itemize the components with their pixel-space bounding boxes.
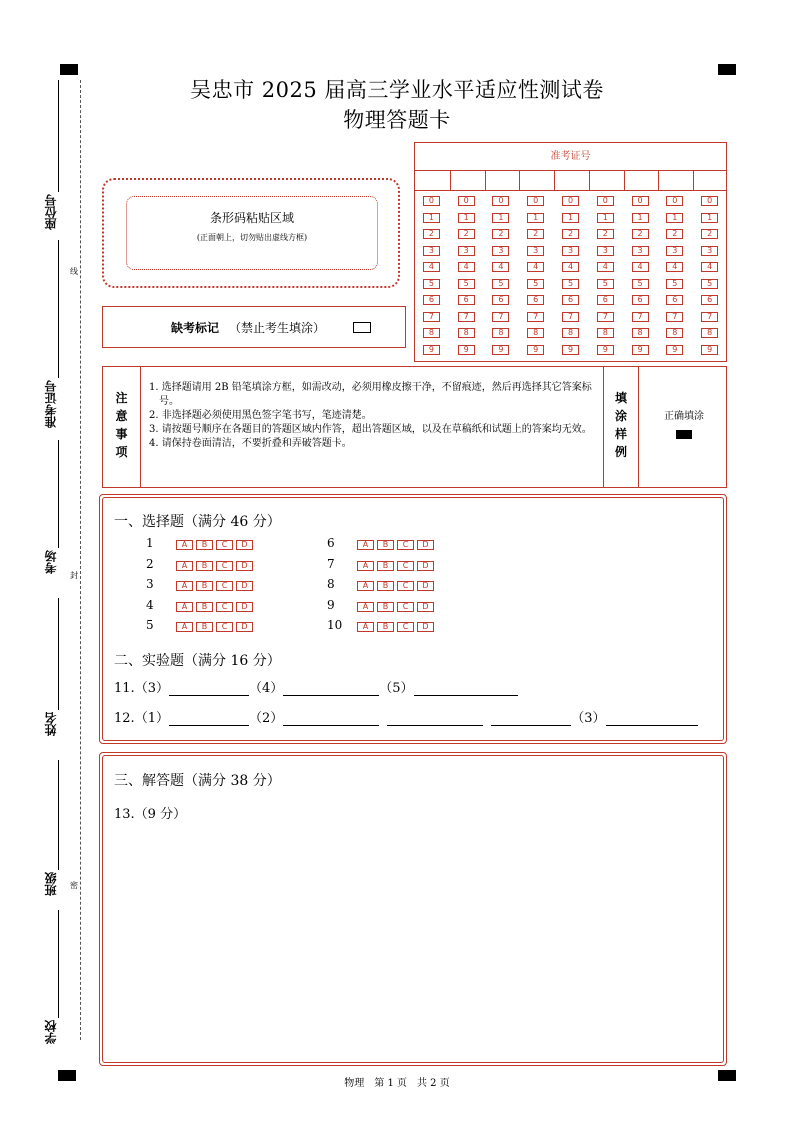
exam-id-digit-bubble[interactable]: 4 — [527, 262, 544, 272]
choice-question-number: 8 — [327, 577, 335, 591]
choice-option-bubble[interactable]: B — [196, 622, 213, 632]
exam-id-digit-bubble[interactable]: 1 — [701, 213, 718, 223]
choice-question-number: 4 — [146, 597, 154, 612]
exam-id-digit-bubble[interactable]: 7 — [423, 312, 440, 322]
exam-id-digit-bubble[interactable]: 6 — [423, 295, 440, 305]
exam-id-digit-bubble[interactable]: 0 — [562, 196, 579, 206]
q12-part-label: （2） — [248, 711, 284, 726]
correct-fill-sample — [641, 407, 727, 439]
exam-id-digit-bubble[interactable]: 9 — [701, 345, 718, 355]
sidebar-label-room: 考场 — [44, 550, 58, 574]
page-subtitle: 物理答题卡 — [343, 108, 451, 132]
sidebar-line-name — [58, 598, 59, 710]
exam-id-column — [693, 196, 727, 361]
exam-id-digit-bubble[interactable]: 9 — [632, 345, 649, 355]
exam-id-column-divider — [554, 171, 555, 191]
choice-option-bubble[interactable]: D — [417, 561, 434, 571]
choice-option-bubble[interactable]: A — [357, 622, 374, 632]
exam-id-digit-bubble[interactable]: 1 — [632, 213, 649, 223]
exam-id-digit-bubble[interactable]: 0 — [701, 196, 718, 206]
choice-question-number: 5 — [146, 618, 154, 632]
exam-id-digit-bubble[interactable]: 7 — [527, 312, 544, 322]
notice-label-cell — [103, 367, 141, 487]
exam-id-digit-bubble[interactable]: 8 — [597, 328, 614, 338]
sidebar-label-name: 姓名 — [44, 712, 58, 736]
choice-option-bubble[interactable]: C — [216, 602, 233, 612]
choice-question-row — [146, 618, 256, 632]
choice-option-bubble[interactable]: C — [216, 561, 233, 571]
exam-id-digit-bubble[interactable]: 1 — [423, 213, 440, 223]
choice-option-bubble[interactable]: A — [357, 561, 374, 571]
choice-option-bubble[interactable]: B — [196, 561, 213, 571]
choice-option-bubble[interactable]: A — [176, 581, 193, 591]
correct-fill-label: 正确填涂 — [664, 411, 704, 422]
q11-blank-3[interactable] — [169, 682, 249, 696]
q11-blank-4[interactable] — [283, 682, 379, 696]
choice-option-bubble[interactable]: C — [397, 540, 414, 550]
sidebar-line-room — [58, 440, 59, 548]
correct-fill-swatch — [676, 430, 692, 439]
choice-option-bubble[interactable]: D — [236, 622, 253, 632]
choice-option-bubble[interactable]: B — [377, 561, 394, 571]
exam-id-digit-bubble[interactable]: 0 — [666, 196, 683, 206]
exam-id-digit-bubble[interactable]: 6 — [597, 295, 614, 305]
exam-id-digit-bubble[interactable]: 1 — [458, 213, 475, 223]
q12-blank-2b[interactable] — [387, 712, 483, 726]
notice-item-4: 4. 请保持卷面清洁，不要折叠和弄破答题卡。 — [149, 438, 352, 449]
exam-id-digit-bubble[interactable]: 2 — [597, 229, 614, 239]
exam-id-digit-bubble[interactable]: 7 — [597, 312, 614, 322]
exam-id-digit-bubble[interactable]: 9 — [562, 345, 579, 355]
choice-question-row — [146, 536, 256, 550]
exam-id-digit-bubble[interactable]: 3 — [701, 246, 718, 256]
exam-id-digit-bubble[interactable]: 8 — [666, 328, 683, 338]
choice-option-bubble[interactable]: D — [417, 581, 434, 591]
exam-id-digit-bubble[interactable]: 5 — [492, 279, 509, 289]
exam-id-digit-bubble[interactable]: 6 — [527, 295, 544, 305]
binding-dashed-line — [80, 80, 81, 1040]
choice-option-bubble[interactable]: B — [377, 622, 394, 632]
exam-id-digit-bubble[interactable]: 0 — [597, 196, 614, 206]
exam-id-column — [623, 196, 657, 361]
choice-option-bubble[interactable]: D — [236, 602, 253, 612]
q13-answer-area[interactable] — [110, 826, 716, 1058]
choice-option-bubble[interactable]: A — [176, 540, 193, 550]
barcode-hint: (正面朝上，切勿贴出虚线方框) — [196, 233, 308, 242]
exam-id-digit-bubble[interactable]: 9 — [666, 345, 683, 355]
absent-mark-label: 缺考标记 — [171, 321, 220, 335]
notice-label-char: 注 — [115, 391, 128, 405]
absent-mark-box — [102, 306, 406, 348]
exam-id-digit-bubble[interactable]: 0 — [632, 196, 649, 206]
choice-question-number: 1 — [146, 536, 154, 550]
exam-id-digit-bubble[interactable]: 6 — [666, 295, 683, 305]
choice-option-bubble[interactable]: D — [236, 561, 253, 571]
exam-id-digit-bubble[interactable]: 4 — [492, 262, 509, 272]
choice-option-bubble[interactable]: C — [216, 622, 233, 632]
q11-row — [114, 677, 518, 696]
q12-blank-2a[interactable] — [283, 712, 379, 726]
exam-id-digit-bubble[interactable]: 7 — [666, 312, 683, 322]
exam-id-digit-bubble[interactable]: 2 — [423, 229, 440, 239]
notice-label-char: 意 — [115, 409, 128, 423]
choice-question-row — [327, 557, 437, 571]
barcode-area — [102, 178, 400, 288]
notice-box — [102, 366, 727, 488]
q11-num: 11. — [114, 681, 135, 696]
exam-id-digit-bubble[interactable]: 1 — [597, 213, 614, 223]
choice-question-number: 9 — [327, 597, 335, 612]
exam-id-digit-bubble[interactable]: 9 — [423, 345, 440, 355]
exam-id-digit-bubble[interactable]: 7 — [562, 312, 579, 322]
exam-id-column — [449, 196, 483, 361]
exam-id-digit-bubble[interactable]: 5 — [701, 279, 718, 289]
q12-num: 12. — [114, 711, 135, 726]
sample-label-char: 例 — [614, 445, 627, 459]
page-footer: 物理 第 1 页 共 2 页 — [344, 1078, 450, 1089]
notice-item-1: 1. 选择题请用 2B 铅笔填涂方框，如需改动，必须用橡皮擦干净，不留痕迹，然后再选择其它答案标号。 — [149, 382, 592, 407]
q12-blank-1[interactable] — [169, 712, 249, 726]
section2-title: 二、实验题（满分 16 分） — [114, 653, 281, 669]
sidebar-label-class: 班级 — [44, 872, 58, 896]
exam-id-digit-bubble[interactable]: 2 — [666, 229, 683, 239]
exam-id-digit-bubble[interactable]: 8 — [562, 328, 579, 338]
exam-id-column-divider — [519, 171, 520, 191]
q11-part-label: （4） — [248, 681, 284, 696]
choice-option-bubble[interactable]: D — [236, 581, 253, 591]
exam-id-digit-bubble[interactable]: 9 — [527, 345, 544, 355]
choice-option-bubble[interactable]: B — [377, 602, 394, 612]
sample-label-char: 样 — [614, 427, 627, 441]
exam-id-digit-bubble[interactable]: 5 — [423, 279, 440, 289]
choice-option-bubble[interactable]: C — [397, 581, 414, 591]
exam-id-digit-bubble[interactable]: 2 — [632, 229, 649, 239]
choice-option-bubble[interactable]: C — [397, 622, 414, 632]
choice-question-number: 7 — [327, 556, 335, 571]
exam-id-digit-bubble[interactable]: 7 — [701, 312, 718, 322]
exam-id-digit-bubble[interactable]: 5 — [458, 279, 475, 289]
choice-option-bubble[interactable]: A — [357, 602, 374, 612]
exam-id-digit-bubble[interactable]: 3 — [632, 246, 649, 256]
exam-id-digit-bubble[interactable]: 2 — [701, 229, 718, 239]
choice-question-number: 6 — [327, 536, 335, 550]
page-title: 吴忠市 2025 届高三学业水平适应性测试卷 — [190, 78, 604, 102]
notice-label-char: 项 — [115, 445, 128, 459]
exam-id-write-row — [415, 171, 726, 191]
binding-mark-xian: 线 — [70, 267, 78, 276]
choice-option-bubble[interactable]: C — [397, 561, 414, 571]
exam-id-column — [519, 196, 553, 361]
exam-id-digit-bubble[interactable]: 4 — [597, 262, 614, 272]
exam-id-digit-bubble[interactable]: 9 — [597, 345, 614, 355]
q11-blank-5[interactable] — [414, 682, 518, 696]
section3-title: 三、解答题（满分 38 分） — [114, 773, 281, 789]
choice-option-bubble[interactable]: D — [417, 540, 434, 550]
q13-label: 13.（9 分） — [114, 807, 187, 822]
sidebar-line-school — [58, 910, 59, 1018]
exam-id-column — [484, 196, 518, 361]
sidebar-line-examid — [58, 240, 59, 378]
sidebar-line-class — [58, 760, 59, 870]
exam-id-digit-bubble[interactable]: 8 — [701, 328, 718, 338]
choice-question-row — [146, 557, 256, 571]
section1-title: 一、选择题（满分 46 分） — [114, 514, 281, 530]
choice-option-bubble[interactable]: A — [176, 602, 193, 612]
exam-id-digit-bubble[interactable]: 4 — [458, 262, 475, 272]
exam-id-digit-bubble[interactable]: 2 — [527, 229, 544, 239]
exam-id-digit-bubble[interactable]: 6 — [458, 295, 475, 305]
sidebar-label-school: 学校 — [44, 1020, 58, 1044]
exam-id-column-divider — [693, 171, 694, 191]
exam-id-digit-bubble[interactable]: 3 — [458, 246, 475, 256]
q12-blank-3[interactable] — [606, 712, 698, 726]
exam-id-digit-bubble[interactable]: 3 — [492, 246, 509, 256]
exam-id-column-divider — [485, 171, 486, 191]
exam-id-digit-bubble[interactable]: 8 — [492, 328, 509, 338]
choice-question-row — [327, 618, 437, 632]
exam-id-digit-bubble[interactable]: 0 — [492, 196, 509, 206]
choice-option-bubble[interactable]: B — [196, 581, 213, 591]
choice-option-bubble[interactable]: D — [417, 602, 434, 612]
choice-option-bubble[interactable]: A — [176, 561, 193, 571]
exam-id-digit-bubble[interactable]: 8 — [632, 328, 649, 338]
choice-option-bubble[interactable]: A — [176, 622, 193, 632]
exam-id-digit-bubble[interactable]: 7 — [492, 312, 509, 322]
choice-option-bubble[interactable]: A — [357, 581, 374, 591]
notice-item-3: 3. 请按题号顺序在各题目的答题区域内作答，超出答题区域，以及在草稿纸和试题上的答案均无效。 — [149, 424, 592, 435]
q12-part-label: （3） — [571, 711, 606, 726]
exam-id-digit-bubble[interactable]: 3 — [423, 246, 440, 256]
notice-item-2: 2. 非选择题必须使用黑色签字笔书写，笔迹清楚。 — [149, 410, 372, 421]
choice-option-bubble[interactable]: D — [417, 622, 434, 632]
exam-id-digit-bubble[interactable]: 0 — [527, 196, 544, 206]
choice-option-bubble[interactable]: D — [236, 540, 253, 550]
exam-id-digit-bubble[interactable]: 4 — [423, 262, 440, 272]
q12-part-label: （1） — [134, 711, 169, 726]
exam-id-digit-bubble[interactable]: 5 — [562, 279, 579, 289]
absent-mark-checkbox[interactable] — [353, 322, 371, 333]
choice-option-bubble[interactable]: C — [216, 540, 233, 550]
q11-part-label: （5） — [379, 681, 414, 696]
exam-id-digit-bubble[interactable]: 8 — [423, 328, 440, 338]
exam-id-digit-bubble[interactable]: 6 — [492, 295, 509, 305]
q12-blank-2c[interactable] — [491, 712, 571, 726]
exam-id-digit-bubble[interactable]: 6 — [632, 295, 649, 305]
sidebar-label-examid: 准考证号 — [44, 380, 58, 428]
exam-id-digit-bubble[interactable]: 2 — [492, 229, 509, 239]
exam-id-digit-bubble[interactable]: 0 — [458, 196, 475, 206]
absent-mark-hint: （禁止考生填涂） — [229, 321, 326, 335]
exam-id-digit-bubble[interactable]: 3 — [562, 246, 579, 256]
exam-id-digit-bubble[interactable]: 1 — [527, 213, 544, 223]
exam-id-column — [588, 196, 622, 361]
exam-id-digit-bubble[interactable]: 3 — [597, 246, 614, 256]
exam-id-digit-bubble[interactable]: 4 — [632, 262, 649, 272]
exam-id-digit-bubble[interactable]: 1 — [562, 213, 579, 223]
exam-id-digit-bubble[interactable]: 1 — [492, 213, 509, 223]
exam-id-digit-bubble[interactable]: 5 — [666, 279, 683, 289]
choice-question-row — [146, 577, 256, 591]
sample-label-char: 涂 — [614, 409, 627, 423]
exam-id-digit-bubble[interactable]: 4 — [701, 262, 718, 272]
exam-id-column-divider — [589, 171, 590, 191]
q12-row — [114, 707, 698, 726]
exam-id-title: 准考证号 — [415, 143, 726, 171]
choice-option-bubble[interactable]: C — [397, 602, 414, 612]
choice-question-row — [327, 536, 437, 550]
exam-id-digit-bubble[interactable]: 5 — [527, 279, 544, 289]
choice-option-bubble[interactable]: B — [377, 540, 394, 550]
sidebar-label-seat: 座位号 — [44, 194, 58, 230]
choice-question-row — [327, 598, 437, 612]
binding-mark-feng: 封 — [70, 571, 78, 580]
exam-id-digit-bubble[interactable]: 6 — [562, 295, 579, 305]
choice-question-number: 2 — [146, 556, 154, 571]
exam-id-digit-bubble[interactable]: 1 — [666, 213, 683, 223]
choice-option-bubble[interactable]: B — [377, 581, 394, 591]
exam-id-digit-bubble[interactable]: 6 — [701, 295, 718, 305]
exam-id-digit-bubble[interactable]: 7 — [632, 312, 649, 322]
sample-label-char: 填 — [614, 391, 627, 405]
exam-id-digit-bubble[interactable]: 9 — [492, 345, 509, 355]
notice-items — [149, 381, 601, 451]
choice-question-number: 10 — [327, 618, 343, 632]
sample-label-cell — [603, 367, 639, 487]
choice-option-bubble[interactable]: B — [196, 540, 213, 550]
exam-id-column — [554, 196, 588, 361]
exam-id-digit-bubble[interactable]: 8 — [458, 328, 475, 338]
choice-question-row — [146, 598, 256, 612]
barcode-inner-box — [126, 196, 378, 270]
choice-option-bubble[interactable]: C — [216, 581, 233, 591]
choice-option-bubble[interactable]: A — [357, 540, 374, 550]
exam-id-digit-bubble[interactable]: 2 — [458, 229, 475, 239]
q11-part-label: （3） — [134, 681, 169, 696]
exam-id-digit-bubble[interactable]: 8 — [527, 328, 544, 338]
exam-id-digit-bubble[interactable]: 5 — [597, 279, 614, 289]
exam-id-column-divider — [624, 171, 625, 191]
exam-id-digit-bubble[interactable]: 0 — [423, 196, 440, 206]
binding-mark-mi: 密 — [70, 881, 78, 890]
exam-id-digit-bubble[interactable]: 4 — [666, 262, 683, 272]
barcode-title: 条形码粘贴区域 — [209, 211, 294, 225]
notice-label-char: 事 — [115, 427, 128, 441]
exam-id-digit-bubble[interactable]: 3 — [527, 246, 544, 256]
exam-id-digit-bubble[interactable]: 7 — [458, 312, 475, 322]
exam-id-column-divider — [658, 171, 659, 191]
exam-id-digit-bubble[interactable]: 2 — [562, 229, 579, 239]
choice-option-bubble[interactable]: B — [196, 602, 213, 612]
choice-question-row — [327, 577, 437, 591]
exam-id-digit-bubble[interactable]: 3 — [666, 246, 683, 256]
exam-id-column — [414, 196, 448, 361]
exam-id-digit-bubble[interactable]: 9 — [458, 345, 475, 355]
exam-id-column-divider — [450, 171, 451, 191]
exam-id-digit-bubble[interactable]: 5 — [632, 279, 649, 289]
exam-id-column — [658, 196, 692, 361]
exam-id-digit-bubble[interactable]: 4 — [562, 262, 579, 272]
choice-question-number: 3 — [146, 577, 154, 591]
